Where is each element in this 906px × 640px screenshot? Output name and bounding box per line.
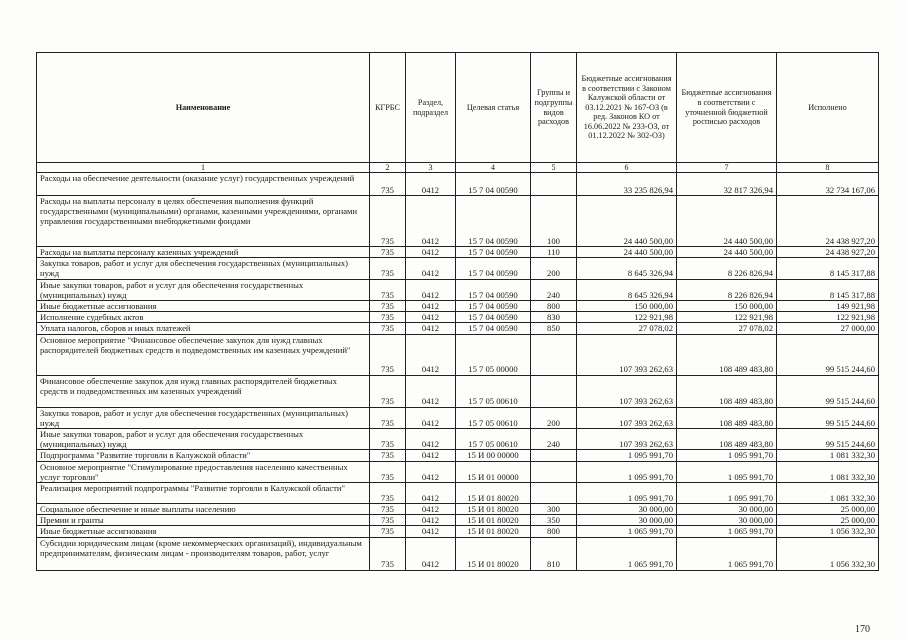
row-executed: 27 000,00 bbox=[777, 323, 879, 334]
row-budget-list: 108 489 483,80 bbox=[677, 375, 777, 407]
row-group: 350 bbox=[531, 515, 577, 526]
row-budget-list: 108 489 483,80 bbox=[677, 334, 777, 375]
row-budget-list: 30 000,00 bbox=[677, 504, 777, 515]
row-target: 15 7 05 00610 bbox=[456, 407, 531, 428]
row-section: 0412 bbox=[406, 258, 456, 279]
row-group: 850 bbox=[531, 323, 577, 334]
row-target: 15 И 00 00000 bbox=[456, 450, 531, 461]
column-number: 4 bbox=[456, 163, 531, 173]
row-name: Расходы на выплаты персоналу в целях обеспечения выполнения функций государственными (муниципальными) органами, казенными учреждениями, органами управления государственными внебюджетными фондами bbox=[37, 196, 370, 247]
table-row bbox=[37, 429, 879, 450]
header-budget-list: Бюджетные ассигнования в соответствии с уточненной бюджетной росписью расходов bbox=[677, 53, 777, 163]
row-kgrbs: 735 bbox=[370, 537, 406, 570]
column-number: 3 bbox=[406, 163, 456, 173]
row-group bbox=[531, 334, 577, 375]
row-executed: 1 081 332,30 bbox=[777, 483, 879, 504]
row-group: 200 bbox=[531, 407, 577, 428]
row-section: 0412 bbox=[406, 196, 456, 247]
header-section: Раздел, подраздел bbox=[406, 53, 456, 163]
row-name: Премии и гранты bbox=[37, 515, 370, 526]
row-kgrbs: 735 bbox=[370, 515, 406, 526]
row-executed: 8 145 317,88 bbox=[777, 279, 879, 300]
row-name: Исполнение судебных актов bbox=[37, 312, 370, 323]
row-kgrbs: 735 bbox=[370, 258, 406, 279]
row-section: 0412 bbox=[406, 323, 456, 334]
table-row bbox=[37, 515, 879, 526]
table-row bbox=[37, 196, 879, 247]
column-number: 6 bbox=[577, 163, 677, 173]
row-executed: 99 515 244,60 bbox=[777, 429, 879, 450]
header-target: Целевая статья bbox=[456, 53, 531, 163]
row-group: 300 bbox=[531, 504, 577, 515]
row-executed: 25 000,00 bbox=[777, 504, 879, 515]
column-number: 2 bbox=[370, 163, 406, 173]
budget-table bbox=[36, 52, 879, 571]
row-section: 0412 bbox=[406, 526, 456, 537]
row-budget-list: 1 095 991,70 bbox=[677, 461, 777, 482]
row-section: 0412 bbox=[406, 407, 456, 428]
row-section: 0412 bbox=[406, 537, 456, 570]
row-target: 15 7 05 00610 bbox=[456, 375, 531, 407]
row-budget-list: 1 095 991,70 bbox=[677, 450, 777, 461]
row-budget-law: 1 095 991,70 bbox=[577, 483, 677, 504]
row-executed: 1 081 332,30 bbox=[777, 450, 879, 461]
row-budget-law: 1 065 991,70 bbox=[577, 526, 677, 537]
table-row bbox=[37, 258, 879, 279]
row-name: Основное мероприятие "Стимулирование предоставления населению качественных услуг торговли" bbox=[37, 461, 370, 482]
table-row bbox=[37, 526, 879, 537]
row-section: 0412 bbox=[406, 450, 456, 461]
table-row bbox=[37, 483, 879, 504]
row-kgrbs: 735 bbox=[370, 483, 406, 504]
row-budget-law: 122 921,98 bbox=[577, 312, 677, 323]
row-budget-law: 30 000,00 bbox=[577, 504, 677, 515]
header-groups: Группы и подгруппы видов расходов bbox=[531, 53, 577, 163]
row-section: 0412 bbox=[406, 279, 456, 300]
row-budget-law: 150 000,00 bbox=[577, 301, 677, 312]
header-budget-law: Бюджетные ассигнования в соответствии с Законом Калужской области от 03.12.2021 № 167-ОЗ (в ред. Законов КО от 16.06.2022 № 233-ОЗ, от 01.12.2022 № 302-ОЗ) bbox=[577, 53, 677, 163]
row-target: 15 И 01 80020 bbox=[456, 504, 531, 515]
page-number: 170 bbox=[855, 624, 870, 635]
table-row bbox=[37, 247, 879, 258]
row-target: 15 И 01 80020 bbox=[456, 483, 531, 504]
header-executed: Исполнено bbox=[777, 53, 879, 163]
table-row bbox=[37, 334, 879, 375]
row-group bbox=[531, 461, 577, 482]
row-group: 800 bbox=[531, 526, 577, 537]
row-kgrbs: 735 bbox=[370, 279, 406, 300]
row-name: Закупка товаров, работ и услуг для обеспечения государственных (муниципальных) нужд bbox=[37, 258, 370, 279]
row-kgrbs: 735 bbox=[370, 323, 406, 334]
table-row bbox=[37, 461, 879, 482]
row-budget-list: 24 440 500,00 bbox=[677, 196, 777, 247]
row-target: 15 7 05 00610 bbox=[456, 429, 531, 450]
row-kgrbs: 735 bbox=[370, 526, 406, 537]
row-target: 15 7 04 00590 bbox=[456, 196, 531, 247]
row-executed: 99 515 244,60 bbox=[777, 334, 879, 375]
row-kgrbs: 735 bbox=[370, 301, 406, 312]
row-name: Закупка товаров, работ и услуг для обеспечения государственных (муниципальных) нужд bbox=[37, 407, 370, 428]
row-budget-law: 24 440 500,00 bbox=[577, 247, 677, 258]
row-section: 0412 bbox=[406, 429, 456, 450]
row-kgrbs: 735 bbox=[370, 334, 406, 375]
row-target: 15 И 01 80020 bbox=[456, 537, 531, 570]
row-budget-law: 107 393 262,63 bbox=[577, 375, 677, 407]
row-executed: 99 515 244,60 bbox=[777, 407, 879, 428]
row-group: 810 bbox=[531, 537, 577, 570]
row-name: Реализация мероприятий подпрограммы "Развитие торговли в Калужской области" bbox=[37, 483, 370, 504]
row-section: 0412 bbox=[406, 173, 456, 196]
row-budget-law: 1 065 991,70 bbox=[577, 537, 677, 570]
row-executed: 24 438 927,20 bbox=[777, 196, 879, 247]
row-target: 15 7 04 00590 bbox=[456, 258, 531, 279]
row-kgrbs: 735 bbox=[370, 461, 406, 482]
row-group: 800 bbox=[531, 301, 577, 312]
row-budget-law: 8 645 326,94 bbox=[577, 258, 677, 279]
row-budget-law: 33 235 826,94 bbox=[577, 173, 677, 196]
row-executed: 1 056 332,30 bbox=[777, 537, 879, 570]
row-group: 110 bbox=[531, 247, 577, 258]
row-group bbox=[531, 173, 577, 196]
row-section: 0412 bbox=[406, 483, 456, 504]
row-group: 830 bbox=[531, 312, 577, 323]
row-kgrbs: 735 bbox=[370, 312, 406, 323]
row-name: Подпрограмма "Развитие торговли в Калужской области" bbox=[37, 450, 370, 461]
table-row bbox=[37, 301, 879, 312]
row-target: 15 7 05 00000 bbox=[456, 334, 531, 375]
row-group: 200 bbox=[531, 258, 577, 279]
row-budget-list: 108 489 483,80 bbox=[677, 407, 777, 428]
table-row bbox=[37, 323, 879, 334]
row-group bbox=[531, 450, 577, 461]
row-executed: 8 145 317,88 bbox=[777, 258, 879, 279]
row-section: 0412 bbox=[406, 301, 456, 312]
row-kgrbs: 735 bbox=[370, 375, 406, 407]
row-target: 15 7 04 00590 bbox=[456, 301, 531, 312]
row-budget-list: 8 226 826,94 bbox=[677, 258, 777, 279]
row-name: Иные бюджетные ассигнования bbox=[37, 526, 370, 537]
header-kgrbs: КГРБС bbox=[370, 53, 406, 163]
row-budget-law: 107 393 262,63 bbox=[577, 429, 677, 450]
row-group: 240 bbox=[531, 429, 577, 450]
row-group: 100 bbox=[531, 196, 577, 247]
row-budget-law: 27 078,02 bbox=[577, 323, 677, 334]
row-budget-list: 24 440 500,00 bbox=[677, 247, 777, 258]
row-target: 15 7 04 00590 bbox=[456, 323, 531, 334]
row-budget-list: 32 817 326,94 bbox=[677, 173, 777, 196]
row-budget-list: 1 065 991,70 bbox=[677, 526, 777, 537]
row-executed: 122 921,98 bbox=[777, 312, 879, 323]
row-kgrbs: 735 bbox=[370, 429, 406, 450]
table-row bbox=[37, 450, 879, 461]
row-target: 15 И 01 00000 bbox=[456, 461, 531, 482]
row-target: 15 И 01 80020 bbox=[456, 515, 531, 526]
table-row bbox=[37, 504, 879, 515]
row-kgrbs: 735 bbox=[370, 450, 406, 461]
row-executed: 1 081 332,30 bbox=[777, 461, 879, 482]
row-kgrbs: 735 bbox=[370, 407, 406, 428]
row-kgrbs: 735 bbox=[370, 196, 406, 247]
row-executed: 99 515 244,60 bbox=[777, 375, 879, 407]
table-row bbox=[37, 312, 879, 323]
column-number: 8 bbox=[777, 163, 879, 173]
row-budget-list: 108 489 483,80 bbox=[677, 429, 777, 450]
row-budget-law: 1 095 991,70 bbox=[577, 450, 677, 461]
row-group bbox=[531, 375, 577, 407]
row-target: 15 7 04 00590 bbox=[456, 247, 531, 258]
column-number: 7 bbox=[677, 163, 777, 173]
row-section: 0412 bbox=[406, 515, 456, 526]
row-budget-list: 27 078,02 bbox=[677, 323, 777, 334]
row-budget-law: 8 645 326,94 bbox=[577, 279, 677, 300]
row-section: 0412 bbox=[406, 312, 456, 323]
row-name: Иные бюджетные ассигнования bbox=[37, 301, 370, 312]
table-row bbox=[37, 407, 879, 428]
row-kgrbs: 735 bbox=[370, 504, 406, 515]
column-number: 5 bbox=[531, 163, 577, 173]
row-executed: 24 438 927,20 bbox=[777, 247, 879, 258]
row-target: 15 И 01 80020 bbox=[456, 526, 531, 537]
row-executed: 25 000,00 bbox=[777, 515, 879, 526]
row-name: Уплата налогов, сборов и иных платежей bbox=[37, 323, 370, 334]
row-kgrbs: 735 bbox=[370, 173, 406, 196]
row-group bbox=[531, 483, 577, 504]
row-name: Социальное обеспечение и иные выплаты населению bbox=[37, 504, 370, 515]
table-row bbox=[37, 173, 879, 196]
row-budget-law: 30 000,00 bbox=[577, 515, 677, 526]
row-budget-list: 8 226 826,94 bbox=[677, 279, 777, 300]
row-budget-law: 1 095 991,70 bbox=[577, 461, 677, 482]
row-kgrbs: 735 bbox=[370, 247, 406, 258]
row-name: Финансовое обеспечение закупок для нужд главных распорядителей бюджетных средств и подведомственных им казенных учреждений bbox=[37, 375, 370, 407]
row-section: 0412 bbox=[406, 375, 456, 407]
row-executed: 1 056 332,30 bbox=[777, 526, 879, 537]
row-budget-law: 24 440 500,00 bbox=[577, 196, 677, 247]
row-budget-list: 30 000,00 bbox=[677, 515, 777, 526]
column-number-row bbox=[37, 163, 879, 173]
row-budget-list: 122 921,98 bbox=[677, 312, 777, 323]
row-target: 15 7 04 00590 bbox=[456, 173, 531, 196]
row-budget-list: 150 000,00 bbox=[677, 301, 777, 312]
row-section: 0412 bbox=[406, 504, 456, 515]
header-row bbox=[37, 53, 879, 163]
row-budget-list: 1 065 991,70 bbox=[677, 537, 777, 570]
table-row bbox=[37, 537, 879, 570]
row-budget-list: 1 095 991,70 bbox=[677, 483, 777, 504]
row-section: 0412 bbox=[406, 247, 456, 258]
row-name: Иные закупки товаров, работ и услуг для обеспечения государственных (муниципальных) нужд bbox=[37, 279, 370, 300]
table-row bbox=[37, 375, 879, 407]
row-group: 240 bbox=[531, 279, 577, 300]
row-name: Расходы на выплаты персоналу казенных учреждений bbox=[37, 247, 370, 258]
row-target: 15 7 04 00590 bbox=[456, 312, 531, 323]
table-row bbox=[37, 279, 879, 300]
row-name: Основное мероприятие "Финансовое обеспечение закупок для нужд главных распорядителей бюджетных средств и подведомственных им казенных учреждений" bbox=[37, 334, 370, 375]
row-budget-law: 107 393 262,63 bbox=[577, 334, 677, 375]
row-executed: 149 921,98 bbox=[777, 301, 879, 312]
row-section: 0412 bbox=[406, 461, 456, 482]
row-executed: 32 734 167,06 bbox=[777, 173, 879, 196]
row-budget-law: 107 393 262,63 bbox=[577, 407, 677, 428]
row-name: Иные закупки товаров, работ и услуг для обеспечения государственных (муниципальных) нужд bbox=[37, 429, 370, 450]
budget-table-sheet bbox=[36, 52, 878, 571]
header-name: Наименование bbox=[37, 53, 370, 163]
row-name: Расходы на обеспечение деятельности (оказание услуг) государственных учреждений bbox=[37, 173, 370, 196]
row-name: Субсидии юридическим лицам (кроме некоммерческих организаций), индивидуальным предпринимателям, физическим лицам - производителям товаров, работ, услуг bbox=[37, 537, 370, 570]
row-section: 0412 bbox=[406, 334, 456, 375]
row-target: 15 7 04 00590 bbox=[456, 279, 531, 300]
column-number: 1 bbox=[37, 163, 370, 173]
